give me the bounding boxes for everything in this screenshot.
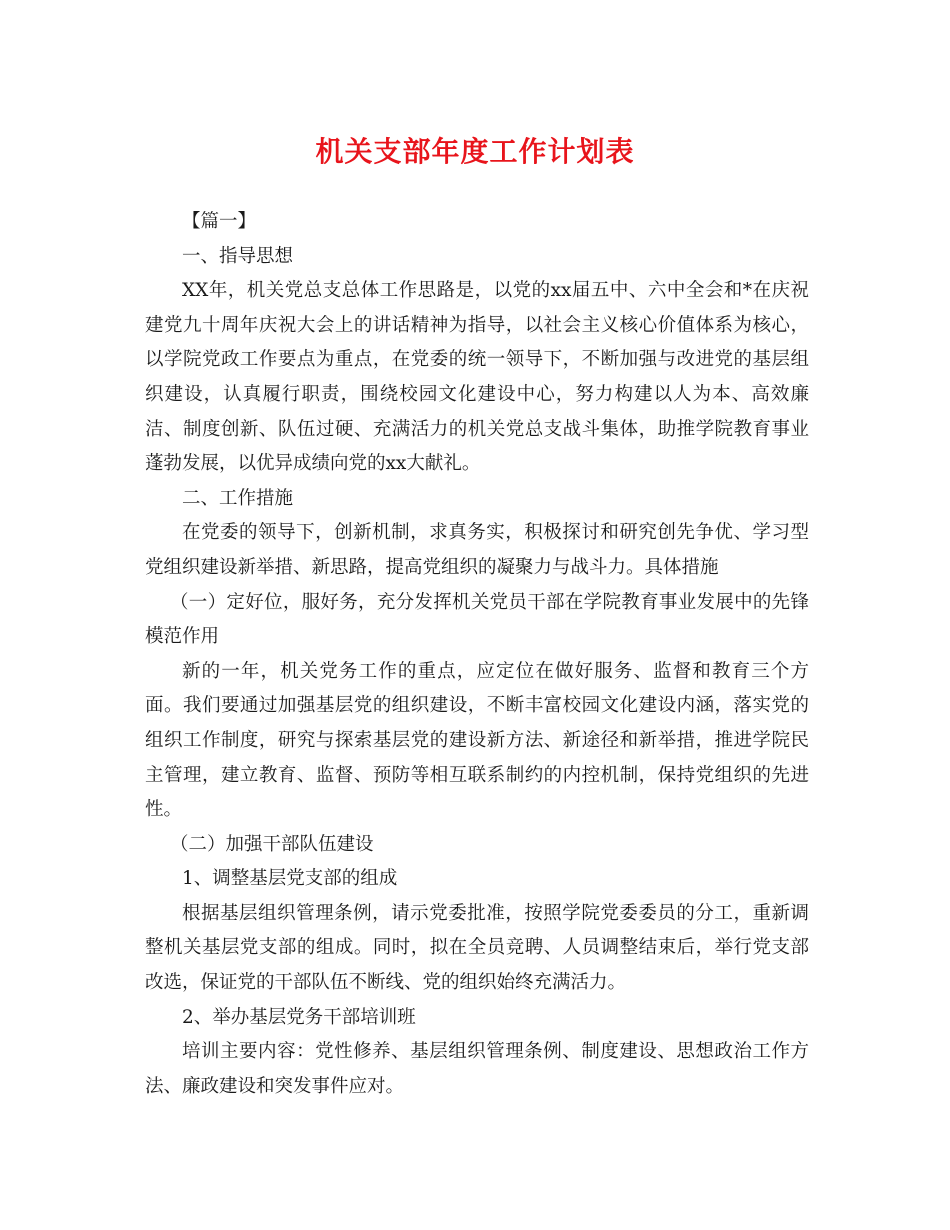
document-title: 机关支部年度工作计划表 [315, 135, 635, 168]
paragraph: 在党委的领导下，创新机制，求真务实，积极探讨和研究创先争优、学习型党组织建设新举措、新思路，提高党组织的凝聚力与战斗力。具体措施 [145, 522, 809, 578]
subheading-positioning: （一）定好位，服好务，充分发挥机关党员干部在学院教育事业发展中的先锋模范作用 [145, 591, 809, 648]
paragraph: XX年，机关党总支总体工作思路是，以党的xx届五中、六中全会和*在庆祝建党九十周年庆祝大会上的讲话精神为指导，以社会主义核心价值体系为核心，以学院党政工作要点为重点，在党委的统一领导下，不断加强与改进党的基层组织建设，认真履行职责，围绕校园文化建设中心，努力构建以人为本、高效廉洁、制度创新、队伍过硬、充满活力的机关党总支战斗集体，助推学院教育事业蓬勃发展，以优异成绩向党的xx大献礼。 [145, 280, 809, 475]
section-label: 【篇一】 [182, 211, 257, 232]
subheading-cadre-building: （二）加强干部队伍建设 [170, 833, 374, 855]
document-body [145, 205, 809, 1104]
heading-guiding-ideology: 一、指导思想 [182, 245, 294, 267]
heading-work-measures: 二、工作措施 [182, 487, 294, 509]
paragraph: 根据基层组织管理条例，请示党委批准，按照学院党委委员的分工，重新调整机关基层党支部的组成。同时，拟在全员竞聘、人员调整结束后，举行党支部改选，保证党的干部队伍不断线、党的组织始终充满活力。 [145, 902, 809, 994]
paragraph: 新的一年，机关党务工作的重点，应定位在做好服务、监督和教育三个方面。我们要通过加强基层党的组织建设，不断丰富校园文化建设内涵，落实党的组织工作制度，研究与探索基层党的建设新方法、新途径和新举措，推进学院民主管理，建立教育、监督、预防等相互联系制约的内控机制，保持党组织的先进性。 [145, 660, 809, 821]
paragraph: 培训主要内容：党性修养、基层组织管理条例、制度建设、思想政治工作方法、廉政建设和突发事件应对。 [145, 1041, 809, 1097]
subheading-training-class: 2、举办基层党务干部培训班 [182, 1006, 416, 1028]
subheading-adjust-branch: 1、调整基层党支部的组成 [182, 868, 398, 890]
